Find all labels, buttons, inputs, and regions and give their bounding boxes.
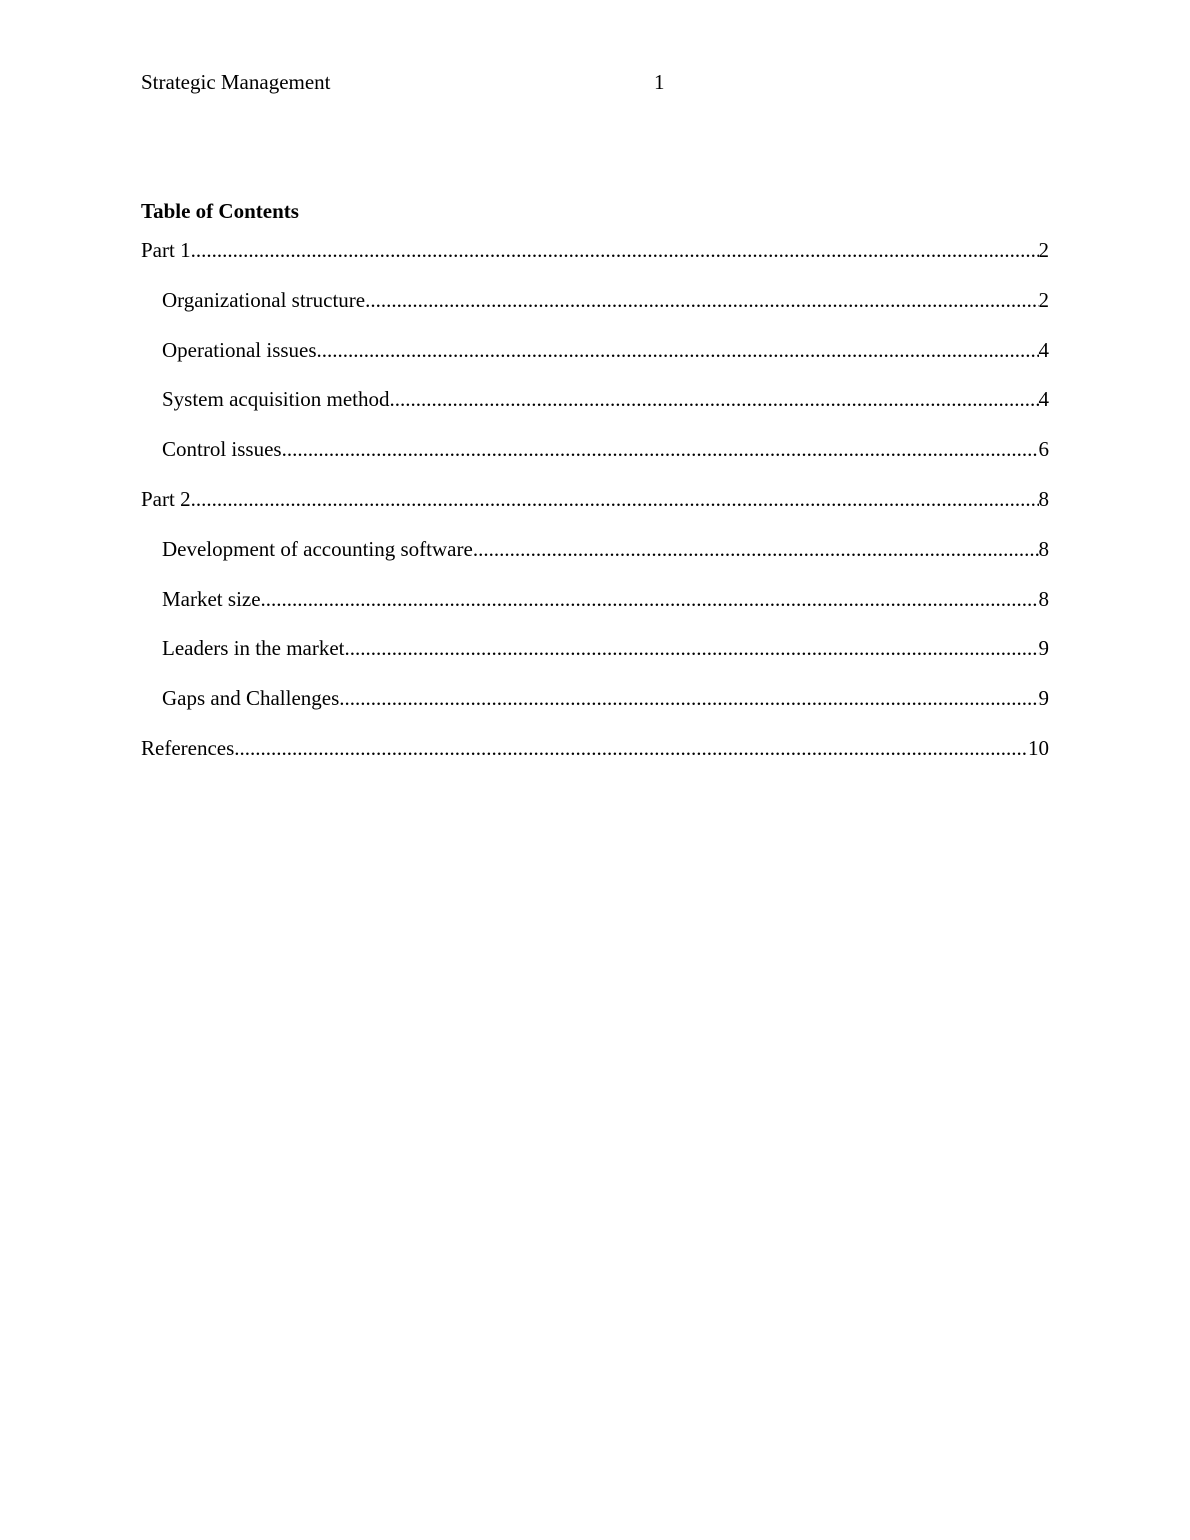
toc-entry-page: 10 [1028,735,1049,760]
toc-dot-leader [191,487,1039,511]
toc-entry-label: Market size [162,586,261,611]
page-header [141,70,1049,98]
toc-title: Table of Contents [141,199,299,223]
toc-entry-label: Part 1 [141,238,191,262]
toc-entry-organizational-structure[interactable] [141,288,1049,338]
toc-entry-page: 8 [1038,486,1049,511]
toc-entry-page: 8 [1038,536,1049,561]
toc-dot-leader [191,238,1039,262]
toc-entry-label: Operational issues [162,337,317,362]
toc-entry-leaders-in-the-market[interactable] [141,636,1049,686]
toc-entry-page: 8 [1038,586,1049,611]
toc-entry-part-1[interactable] [141,238,1049,288]
toc-entry-references[interactable] [141,736,1049,786]
toc-entry-label: Part 2 [141,486,191,511]
toc-dot-leader [389,387,1038,411]
toc-entry-label: Leaders in the market [162,636,345,661]
toc-entry-label: Organizational structure [162,287,366,312]
toc-entry-page: 2 [1038,238,1049,262]
toc-entry-control-issues[interactable] [141,437,1049,487]
toc-entry-page: 9 [1038,686,1049,711]
running-head: Strategic Management [141,70,331,94]
toc-entry-label: References [141,735,235,760]
toc-entry-development-of-accounting-software[interactable] [141,537,1049,587]
page-number: 1 [654,70,665,94]
toc-list [141,238,1049,786]
toc-dot-leader [339,686,1038,710]
toc-dot-leader [473,537,1039,561]
toc-entry-system-acquisition-method[interactable] [141,387,1049,437]
toc-entry-label: System acquisition method [162,387,390,412]
toc-dot-leader [282,437,1039,461]
toc-entry-gaps-and-challenges[interactable] [141,686,1049,736]
toc-dot-leader [317,338,1039,362]
toc-entry-part-2[interactable] [141,487,1049,537]
toc-dot-leader [234,736,1028,760]
toc-entry-page: 9 [1038,636,1049,661]
table-of-contents [141,196,1049,786]
toc-dot-leader [261,587,1039,611]
toc-entry-operational-issues[interactable] [141,338,1049,388]
toc-entry-page: 4 [1038,387,1049,412]
toc-entry-page: 4 [1038,337,1049,362]
toc-entry-market-size[interactable] [141,587,1049,637]
toc-dot-leader [365,288,1038,312]
toc-entry-page: 2 [1038,287,1049,312]
toc-entry-label: Control issues [162,437,282,462]
toc-entry-label: Development of accounting software [162,536,473,561]
toc-dot-leader [345,636,1039,660]
toc-entry-page: 6 [1038,437,1049,462]
toc-entry-label: Gaps and Challenges [162,686,340,711]
